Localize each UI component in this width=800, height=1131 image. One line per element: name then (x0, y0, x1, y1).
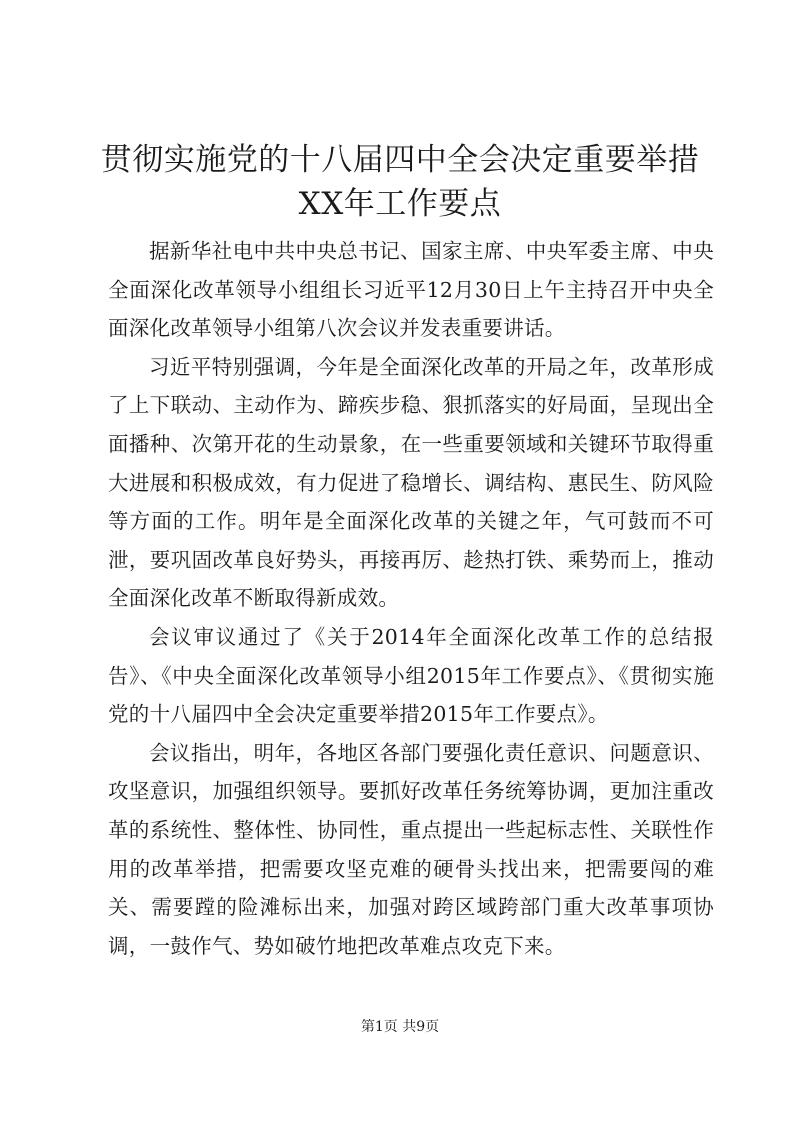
paragraph-3: 会议审议通过了《关于2014年全面深化改革工作的总结报告》、《中央全面深化改革领导小组2015年工作要点》、《贯彻实施党的十八届四中全会决定重要举措2015年工作要点》。 (108, 624, 714, 727)
paragraph-1: 据新华社电中共中央总书记、国家主席、中央军委主席、中央全面深化改革领导小组组长习近平12月30日上午主持召开中央全面深化改革领导小组第八次会议并发表重要讲话。 (108, 239, 714, 341)
paragraph-2: 习近平特别强调，今年是全面深化改革的开局之年，改革形成了上下联动、主动作为、蹄疾步稳、狠抓落实的好局面，呈现出全面播种、次第开花的生动景象，在一些重要领域和关键环节取得重大进展和积极成效，有力促进了稳增长、调结构、惠民生、防风险等方面的工作。明年是全面深化改革的关键之年，气可鼓而不可泄，要巩固改革良好势头，再接再厉、趁热打铁、乘势而上，推动全面深化改革不断取得新成效。 (108, 354, 714, 611)
paragraph-4: 会议指出，明年，各地区各部门要强化责任意识、问题意识、攻坚意识，加强组织领导。要抓好改革任务统筹协调，更加注重改革的系统性、整体性、协同性，重点提出一些起标志性、关联性作用的改革举措，把需要攻坚克难的硬骨头找出来，把需要闯的难关、需要蹚的险滩标出来，加强对跨区域跨部门重大改革事项协调，一鼓作气、势如破竹地把改革难点攻克下来。 (108, 740, 714, 958)
document-title (80, 138, 720, 226)
title-line-1: 贯彻实施党的十八届四中全会决定重要举措 (100, 142, 700, 178)
page-footer: 第1页 共9页 (360, 1019, 440, 1035)
title-line-2: XX年工作要点 (298, 186, 502, 222)
document-body (108, 232, 714, 965)
